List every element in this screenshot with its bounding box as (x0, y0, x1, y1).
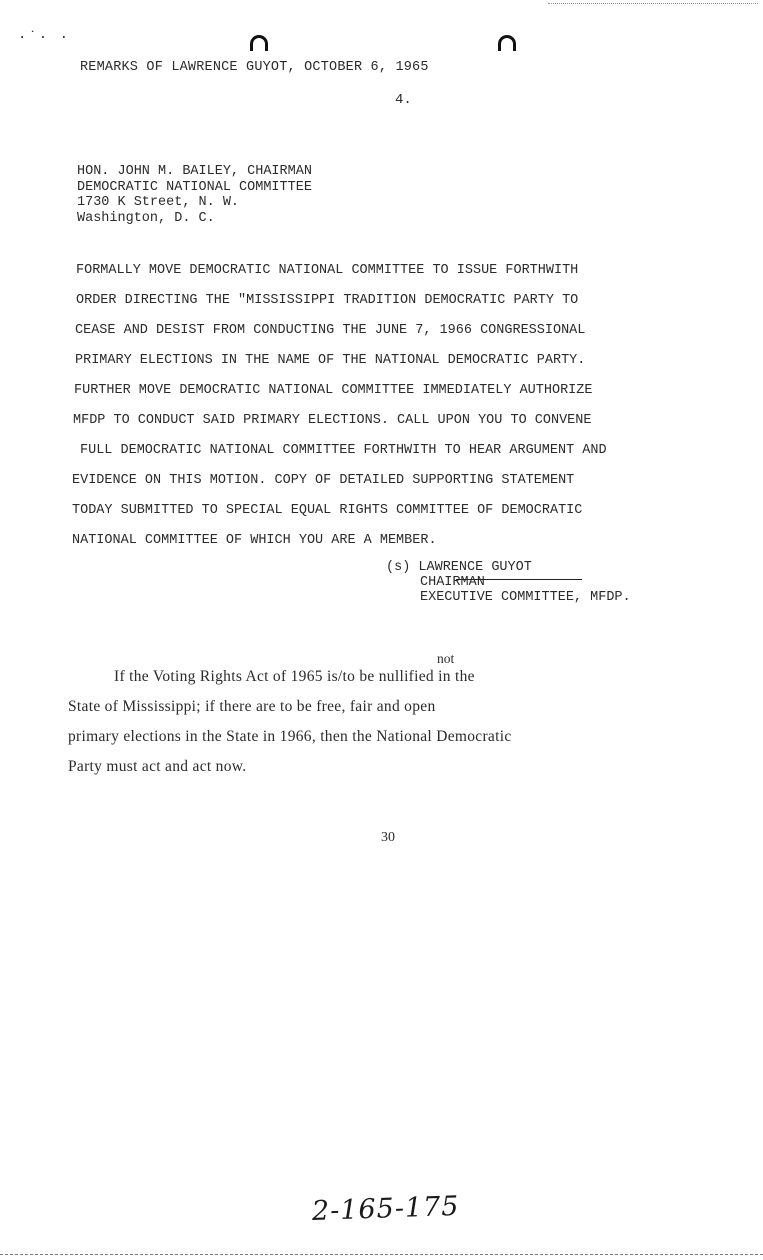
address-line: Washington, D. C. (77, 210, 215, 226)
closing-line: Party must act and act now. (68, 758, 247, 775)
signature-underline (456, 579, 582, 580)
inserted-word: not (437, 651, 455, 666)
address-line: DEMOCRATIC NATIONAL COMMITTEE (77, 179, 312, 195)
scan-edge-bottom (0, 1254, 763, 1255)
telegram-line: FULL DEMOCRATIC NATIONAL COMMITTEE FORTHWITH TO HEAR ARGUMENT AND (80, 443, 607, 458)
telegram-line: NATIONAL COMMITTEE OF WHICH YOU ARE A MEMBER. (72, 533, 437, 548)
telegram-line: MFDP TO CONDUCT SAID PRIMARY ELECTIONS. CALL UPON YOU TO CONVENE (73, 413, 592, 428)
address-line: 1730 K Street, N. W. (77, 195, 240, 210)
closing-line: If the Voting Rights Act of 1965 is/to be nullified in the (114, 668, 475, 685)
telegram-line: TODAY SUBMITTED TO SPECIAL EQUAL RIGHTS COMMITTEE OF DEMOCRATIC (72, 503, 583, 518)
scan-edge-top (548, 3, 758, 4)
page-marker-top: 4. (395, 92, 412, 108)
telegram-line: PRIMARY ELECTIONS IN THE NAME OF THE NATIONAL DEMOCRATIC PARTY. (75, 353, 586, 368)
punch-hole-right (498, 35, 516, 51)
page-number: 30 (381, 830, 395, 845)
signature-name: (s) LAWRENCE GUYOT (386, 560, 532, 575)
signature-block (386, 560, 631, 605)
closing-paragraph (68, 662, 512, 782)
telegram-line: FURTHER MOVE DEMOCRATIC NATIONAL COMMITTEE IMMEDIATELY AUTHORIZE (74, 383, 593, 398)
telegram-line: EVIDENCE ON THIS MOTION. COPY OF DETAILED SUPPORTING STATEMENT (72, 473, 575, 488)
closing-line: primary elections in the State in 1966, then the National Democratic (68, 728, 512, 745)
archive-stamp: 2-165-175 (311, 1190, 460, 1227)
signature-organization: EXECUTIVE COMMITTEE, MFDP. (420, 590, 631, 605)
scan-specks: ·˙· · (18, 30, 71, 46)
punch-hole-left (250, 35, 268, 51)
signature-title: CHAIRMAN (420, 575, 485, 590)
document-heading: REMARKS OF LAWRENCE GUYOT, OCTOBER 6, 1965 (80, 60, 429, 75)
telegram-body (72, 256, 607, 556)
telegram-line: CEASE AND DESIST FROM CONDUCTING THE JUNE 7, 1966 CONGRESSIONAL (75, 323, 586, 338)
telegram-line: FORMALLY MOVE DEMOCRATIC NATIONAL COMMITTEE TO ISSUE FORTHWITH (76, 263, 579, 278)
address-line: HON. JOHN M. BAILEY, CHAIRMAN (77, 164, 312, 179)
telegram-line: ORDER DIRECTING THE "MISSISSIPPI TRADITION DEMOCRATIC PARTY TO (76, 293, 579, 308)
closing-line: State of Mississippi; if there are to be free, fair and open (68, 698, 436, 715)
recipient-address (77, 164, 312, 226)
